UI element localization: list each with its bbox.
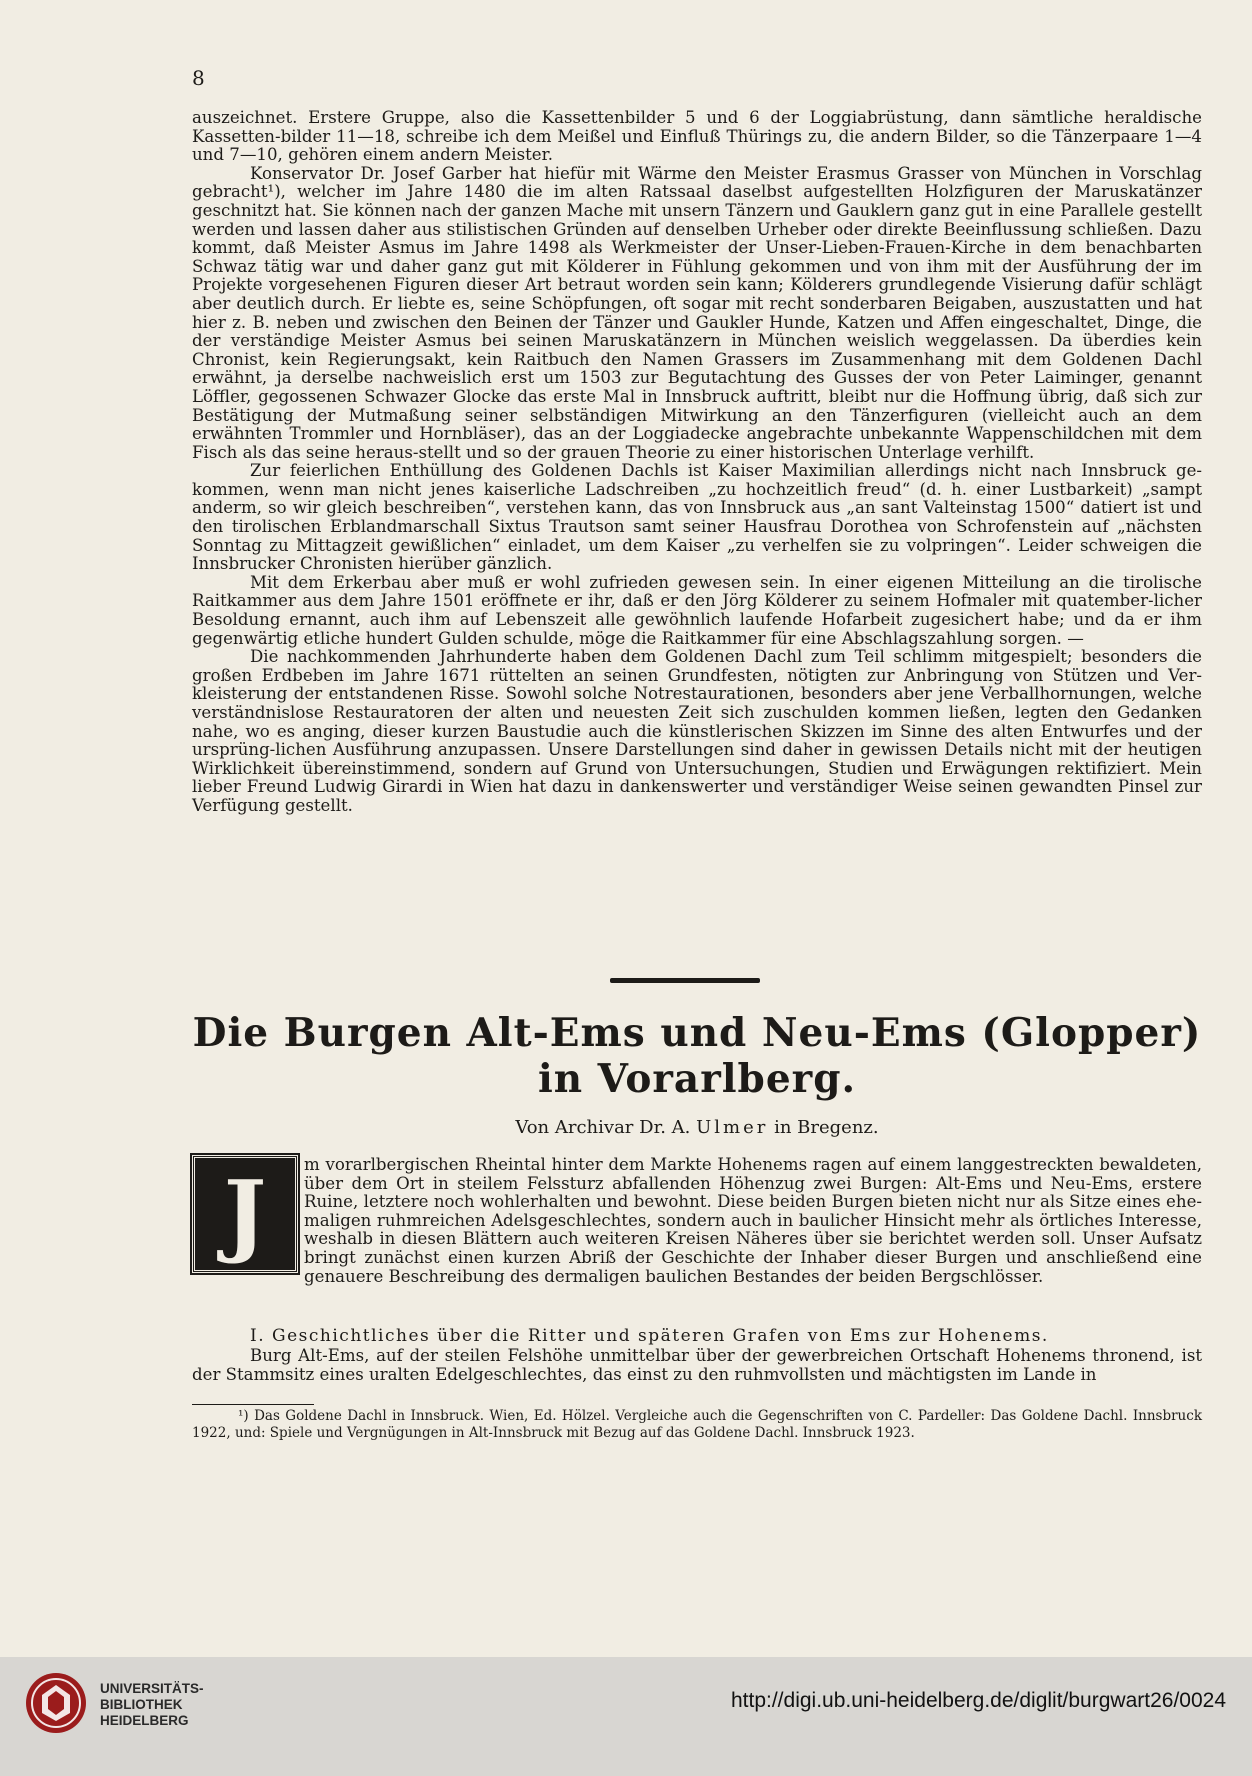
- section-divider: [610, 978, 760, 983]
- footnote-text: ¹) Das Goldene Dachl in Innsbruck. Wien, Ed. Hölzel. Vergleiche auch die Gegenschriften von C. Pardeller: Das Goldene Dachl. Innsbruck 1922, und: Spiele und Vergnügungen in Alt-Innsbruck mit Bezug auf das Goldene Dachl. Innsbruck 1923.: [192, 1408, 1202, 1441]
- paragraph: [192, 1156, 1202, 1286]
- paragraph: Zur feierlichen Enthüllung des Goldenen Dachls ist Kaiser Maximilian allerdings nicht nach Innsbruck ge-kommen, wenn man nicht jenes kaiserliche Ladschreiben „zu hochzeitlich freud“ (d. h. einer Lustbarkeit) „sampt anderm, so wir gleich beschreiben“, verstehen kann, das von Innsbruck aus „an sant Valteinstag 1500“ datiert ist und den tirolischen Erblandmarschall Sixtus Trautson samt seiner Hausfrau Dorothea von Schrofenstein auf „nächsten Sonntag zu Mittagzeit gewißlichen“ einladet, um dem Kaiser „zu verhelfen sie zu volpringen“. Leider schweigen die Innsbrucker Chronisten hierüber gänzlich.: [192, 461, 1202, 574]
- library-seal-icon: [24, 1671, 88, 1735]
- article-title: [192, 1010, 1202, 1102]
- paragraph: Die nachkommenden Jahrhunderte haben dem Goldenen Dachl zum Teil schlimm mitgespielt; besonders die großen Erdbeben im Jahre 1671 rüttelten an seinen Grundfesten, nötigten zur Anbringung von Stützen und Ver-kleisterung der entstandenen Risse. Sowohl solche Notrestaurationen, besonders aber jene Verballhornungen, welche verständnislose Restauratoren der alten und neuesten Zeit sich zuschulden kommen ließen, legten den Gedanken nahe, wo es anging, dieser kurzen Baustudie auch die künstlerischen Skizzen im Sinne des alten Entwurfes und der ursprüng-lichen Ausführung anzupassen. Unsere Darstellungen sind daher in gewissen Details nicht mit der heutigen Wirklichkeit übereinstimmend, sondern auf Grund von Untersuchungen, Studien und Erwägungen rektifiziert. Mein lieber Freund Ludwig Girardi in Wien hat dazu in dankenswerter und verständiger Weise seinen gewandten Pinsel zur Verfügung gestellt.: [192, 647, 1202, 815]
- paragraph: Burg Alt-Ems, auf der steilen Felshöhe unmittelbar über der gewerbreichen Ortschaft Hohenems thronend, ist der Stammsitz eines uralten Edelgeschlechtes, das einst zu den ruhmvollsten und mächtigsten im Lande in: [192, 1346, 1202, 1384]
- intro-text: m vorarlbergischen Rheintal hinter dem Markte Hohenems ragen auf einem langgestreckten bewaldeten, über dem Ort in steilem Felssturz abfallenden Höhenzug zwei Burgen: Alt-Ems und Neu-Ems, erstere Ruine, letztere noch wohlerhalten und bewohnt. Diese beiden Burgen bieten nicht nur als Sitze eines ehe-maligen ruhmreichen Adelsgeschlechtes, sondern auch in baulicher Hinsicht mehr als örtliches Interesse, weshalb in diesen Blättern auch weiteren Kreisen Näheres über sie berichtet werden soll. Unser Aufsatz bringt zunächst einen kurzen Abriß der Geschichte der Inhaber dieser Burgen und anschließend eine genauere Beschreibung des dermaligen baulichen Bestandes der beiden Bergschlösser.: [304, 1155, 1202, 1286]
- byline: [192, 1117, 1202, 1138]
- footer-bar: [0, 1657, 1252, 1776]
- title-line: Die Burgen Alt-Ems und Neu-Ems (Glopper): [192, 1010, 1202, 1056]
- footnote: [192, 1408, 1202, 1442]
- drop-cap-initial: J: [192, 1155, 298, 1273]
- article-intro: [192, 1156, 1202, 1286]
- byline-prefix: Von Archivar Dr. A.: [515, 1117, 691, 1138]
- section-text: [192, 1347, 1202, 1384]
- footnote-rule: [192, 1404, 314, 1405]
- page-number: 8: [192, 66, 205, 90]
- paragraph: auszeichnet. Erstere Gruppe, also die Kassettenbilder 5 und 6 der Loggiabrüstung, dann sämtliche heraldische Kassetten-bilder 11—18, schreibe ich dem Meißel und Einfluß Thürings zu, die andern Bilder, so die Tänzerpaare 1—4 und 7—10, gehören einem andern Meister.: [192, 108, 1202, 165]
- library-name-line: HEIDELBERG: [100, 1713, 189, 1728]
- title-line: in Vorarlberg.: [537, 1056, 857, 1102]
- author-name: Ulmer: [696, 1117, 769, 1138]
- source-url-link[interactable]: http://digi.ub.uni-heidelberg.de/diglit/burgwart26/0024: [730, 1689, 1226, 1712]
- paragraph: Mit dem Erkerbau aber muß er wohl zufrieden gewesen sein. In einer eigenen Mitteilung an die tirolische Raitkammer aus dem Jahre 1501 eröffnete er ihr, daß er den Jörg Kölderer zu seinem Hofmaler mit quatember-licher Besoldung ernannt, auch ihm auf Lebenszeit alle gewöhnlich laufende Hofarbeit zugesichert habe; und da er ihm gegenwärtig etliche hundert Gulden schulde, möge die Raitkammer für eine Abschlagszahlung sorgen. —: [192, 572, 1202, 648]
- dropcap-spacer: [192, 1156, 304, 1268]
- section-heading: I. Geschichtliches über die Ritter und späteren Grafen von Ems zur Hohenems.: [250, 1326, 1049, 1346]
- byline-suffix: in Bregenz.: [774, 1117, 879, 1138]
- paragraph: Konservator Dr. Josef Garber hat hiefür mit Wärme den Meister Erasmus Grasser von München in Vorschlag gebracht¹), welcher im Jahre 1480 die im alten Ratssaal daselbst aufgestellten Holzfiguren der Maruskatänzer geschnitzt hat. Sie können nach der ganzen Mache mit unsern Tänzern und Gauklern ganz gut in eine Parallele gestellt werden und lassen daher aus stilistischen Gründen auf denselben Urheber oder direkte Beeinflussung schließen. Dazu kommt, daß Meister Asmus im Jahre 1498 als Werkmeister der Unser-Lieben-Frauen-Kirche in dem benachbarten Schwaz tätig war und daher ganz gut mit Kölderer in Fühlung gekommen und von ihm mit der Ausführung der im Projekte vorgesehenen Figuren dieser Art betraut worden sein kann; Kölderers grundlegende Visierung dafür schlägt aber deutlich durch. Er liebte es, seine Schöpfungen, oft sogar mit recht sonderbaren Beigaben, auszustatten und hat hier z. B. neben und zwischen den Beinen der Tänzer und Gaukler Hunde, Katzen und Affen eingeschaltet, Dinge, die der verständige Meister Asmus bei seinen Maruskatänzern in München weislich weggelassen. Da überdies kein Chronist, kein Regierungsakt, kein Raitbuch den Namen Grassers im Zusammenhang mit dem Goldenen Dachl erwähnt, ja derselbe nachweislich erst um 1503 zur Begutachtung des Gusses der von Peter Laiminger, genannt Löffler, gegossenen Schwazer Glocke das erste Mal in Innsbruck auftritt, bleibt nur die Hoffnung übrig, daß sich zur Bestätigung der Mutmaßung seiner selbständigen Mitwirkung an den Tänzerfiguren (vielleicht auch an dem erwähnten Trommler und Hornbläser), das an der Loggiadecke angebrachte unbekannte Wappenschildchen mit dem Fisch als das seine heraus-stellt und so der grauen Theorie zu einer historischen Unterlage verhilft.: [192, 163, 1202, 462]
- library-name-line: UNIVERSITÄTS-: [100, 1681, 204, 1696]
- body-text-top: [192, 109, 1202, 816]
- library-name: [100, 1681, 204, 1729]
- library-name-line: BIBLIOTHEK: [100, 1697, 183, 1712]
